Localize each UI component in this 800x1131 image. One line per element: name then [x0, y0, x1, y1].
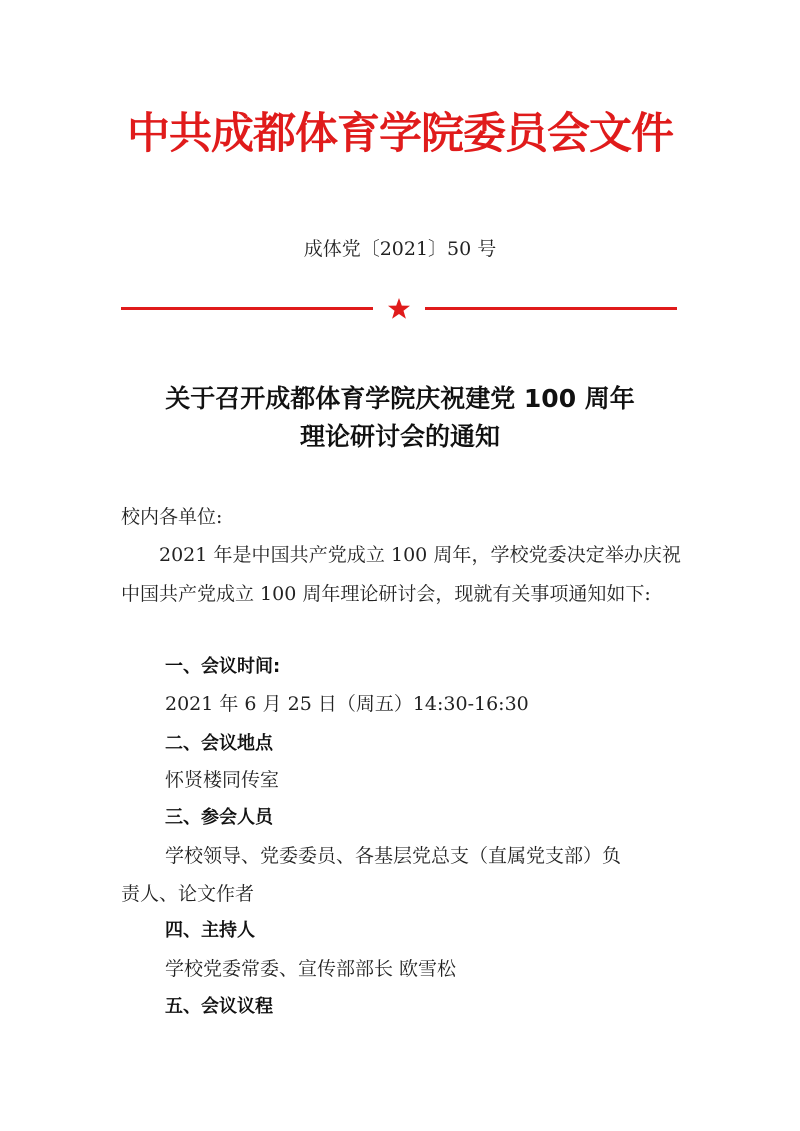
section-time-heading: 一、会议时间: [165, 656, 281, 677]
section-host-heading: 四、主持人 [165, 920, 255, 941]
section-attendees-line-1: 学校领导、党委委员、各基层党总支（直属党支部）负 [165, 845, 622, 867]
section-location-heading: 二、会议地点 [165, 733, 273, 754]
section-attendees-line-2: 责人、论文作者 [121, 883, 255, 905]
section-agenda-heading: 五、会议议程 [165, 996, 273, 1017]
section-time-content: 2021 年 6 月 25 日（周五）14:30-16:30 [165, 693, 529, 715]
document-title [0, 380, 800, 456]
section-host-content: 学校党委常委、宣传部部长 欧雪松 [165, 958, 457, 980]
section-attendees-heading: 三、参会人员 [165, 807, 273, 828]
document-title-line-1: 关于召开成都体育学院庆祝建党 100 周年 [165, 384, 635, 413]
salutation: 校内各单位: [121, 506, 223, 528]
section-location-content: 怀贤楼同传室 [165, 769, 280, 791]
red-divider [121, 297, 677, 321]
document-title-line-2: 理论研讨会的通知 [299, 422, 500, 451]
red-divider-right-line [425, 307, 677, 310]
masthead-title: 中共成都体育学院委员会文件 [127, 109, 673, 159]
intro-paragraph: 2021 年是中国共产党成立 100 周年，学校党委决定举办庆祝中国共产党成立 100 周年理论研讨会，现就有关事项通知如下: [121, 544, 681, 605]
red-star-icon [387, 297, 411, 320]
red-divider-left-line [121, 307, 373, 310]
document-number: 成体党〔2021〕50 号 [303, 238, 497, 260]
